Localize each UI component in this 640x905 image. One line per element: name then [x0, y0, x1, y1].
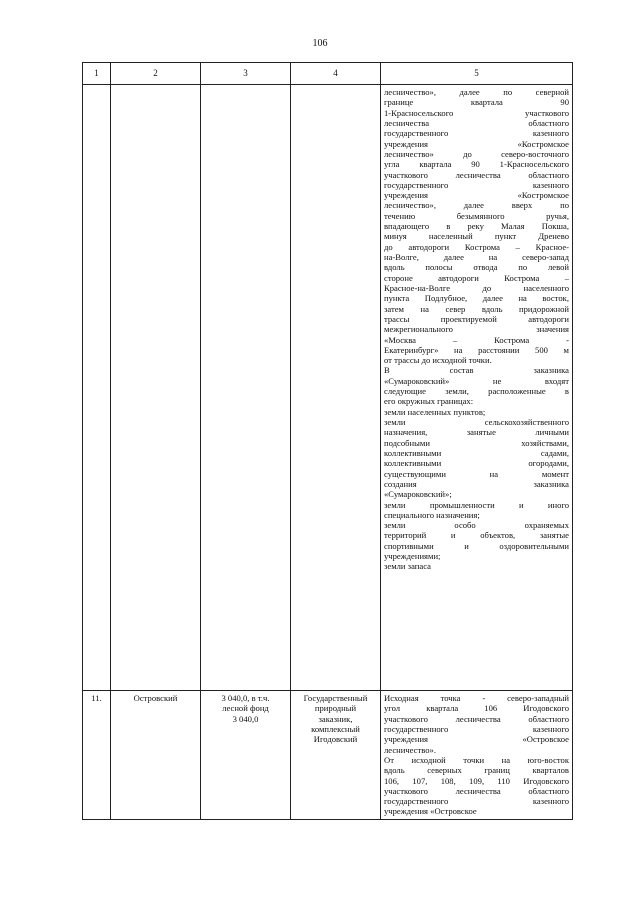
text-line: угол квартала 106 Игодовского: [384, 703, 569, 714]
text-line: «Сумароковский» не входят: [384, 375, 569, 386]
row-continued-district: [111, 85, 201, 691]
text-line: лесничество» до северо-восточного: [384, 148, 569, 159]
text-line: спортивными и оздоровительными: [384, 540, 569, 551]
text-line: лесничества областного: [384, 117, 569, 128]
text-line: земли сельскохозяйственного: [384, 417, 569, 427]
header-col-3: 3: [201, 63, 291, 85]
text-line: его окружных границах:: [384, 396, 474, 407]
text-line: стороне автодороги Кострома –: [384, 272, 569, 283]
text-line: 106, 107, 108, 109, 110 Игодовского: [384, 775, 569, 786]
text-line: лесничество», далее вверх по: [384, 200, 569, 211]
text-line: государственного казенного: [384, 179, 569, 190]
text-line: учреждениями;: [384, 551, 441, 562]
text-line: пункта Подлубное, далее на восток,: [384, 293, 569, 304]
text-line: земли особо охраняемых: [384, 520, 569, 531]
text-line: природный: [314, 703, 357, 714]
data-table: [82, 62, 573, 820]
text-line: государственного казенного: [384, 723, 569, 734]
text-line: 1-Красносельского участкового: [384, 107, 569, 118]
text-line: Исходная точка - северо-западный: [384, 693, 569, 703]
text-line: Красное-на-Волге до населенного: [384, 282, 569, 293]
text-line: «Москва – Кострома -: [384, 334, 569, 345]
text-line: лесничество», далее по северной: [384, 87, 569, 97]
row-continued-category: [291, 85, 381, 691]
text-line: вдоль северных границ кварталов: [384, 765, 569, 776]
header-col-5: 5: [381, 63, 573, 85]
text-line: земли запаса: [384, 561, 431, 572]
text-line: специального назначения;: [384, 509, 480, 520]
row-continued-area: [201, 85, 291, 691]
row-11-district: Островский: [111, 691, 201, 820]
text-line: создания заказника: [384, 478, 569, 489]
text-line: лесной фонд: [222, 703, 269, 714]
text-line: назначения, занятые личными: [384, 427, 569, 438]
text-line: угла квартала 90 1-Красносельского: [384, 159, 569, 170]
text-line: межрегионального значения: [384, 324, 569, 335]
text-line: Екатеринбург» на расстоянии 500 м: [384, 344, 569, 355]
header-col-4: 4: [291, 63, 381, 85]
row-11-boundary-description: [381, 691, 573, 820]
row-11-number: 11.: [83, 691, 111, 820]
row-11-category-text: [294, 693, 377, 745]
text-line: участкового лесничества областного: [384, 785, 569, 796]
text-line: учреждения «Костромское: [384, 138, 569, 149]
text-line: следующие земли, расположенные в: [384, 386, 569, 397]
text-line: 3 040,0, в т.ч.: [221, 693, 270, 703]
row-11-area-text: [204, 693, 287, 724]
text-line: учреждения «Костромское: [384, 190, 569, 201]
text-line: земли промышленности и иного: [384, 499, 569, 510]
text-line: коллективными огородами,: [384, 458, 569, 469]
row-11-category: [291, 691, 381, 820]
text-line: учреждения «Островское: [384, 806, 477, 817]
text-line: заказник,: [318, 713, 353, 724]
text-line: участкового лесничества областного: [384, 169, 569, 180]
text-line: границе квартала 90: [384, 97, 569, 108]
text-line: земли населенных пунктов;: [384, 406, 486, 417]
text-line: впадающего в реку Малая Покша,: [384, 221, 569, 232]
text-line: вдоль полосы отвода по левой: [384, 262, 569, 273]
text-line: территорий и объектов, занятые: [384, 530, 569, 541]
row-continued-number: [83, 85, 111, 691]
text-line: 3 040,0: [232, 713, 259, 724]
text-line: Государственный: [303, 693, 368, 703]
text-line: трассы проектируемой автодороги: [384, 313, 569, 324]
text-line: на-Волге, далее на северо-запад: [384, 252, 569, 262]
boundary-description-text: [384, 87, 569, 572]
text-line: затем на север вдоль придорожной: [384, 303, 569, 314]
text-line: коллективными садами,: [384, 447, 569, 458]
text-line: существующими на момент: [384, 468, 569, 479]
text-line: до автодороги Кострома – Красное-: [384, 241, 569, 252]
row-continued-boundary-description: [381, 85, 573, 691]
text-line: комплексный: [311, 723, 360, 734]
table-header-row: [83, 63, 573, 85]
text-line: подсобными хозяйствами,: [384, 437, 569, 448]
text-line: «Сумароковский»;: [384, 489, 452, 500]
row-11-area: [201, 691, 291, 820]
text-line: Игодовский: [313, 734, 358, 745]
header-col-2: 2: [111, 63, 201, 85]
table-row-continued: [83, 85, 573, 691]
text-line: В состав заказника: [384, 365, 569, 376]
table-row-11: [83, 691, 573, 820]
text-line: учреждения «Островское: [384, 734, 569, 745]
page-number: 106: [312, 38, 328, 49]
header-col-1: 1: [83, 63, 111, 85]
text-line: участкового лесничества областного: [384, 713, 569, 724]
row-11-boundary-text: [384, 693, 569, 817]
text-line: минуя населенный пункт Дренево: [384, 231, 569, 242]
text-line: течению безымянного ручья,: [384, 210, 569, 221]
text-line: лесничество».: [384, 744, 436, 755]
text-line: от трассы до исходной точки.: [384, 355, 492, 366]
text-line: От исходной точки на юго-восток: [384, 754, 569, 765]
text-line: государственного казенного: [384, 128, 569, 139]
text-line: государственного казенного: [384, 796, 569, 807]
